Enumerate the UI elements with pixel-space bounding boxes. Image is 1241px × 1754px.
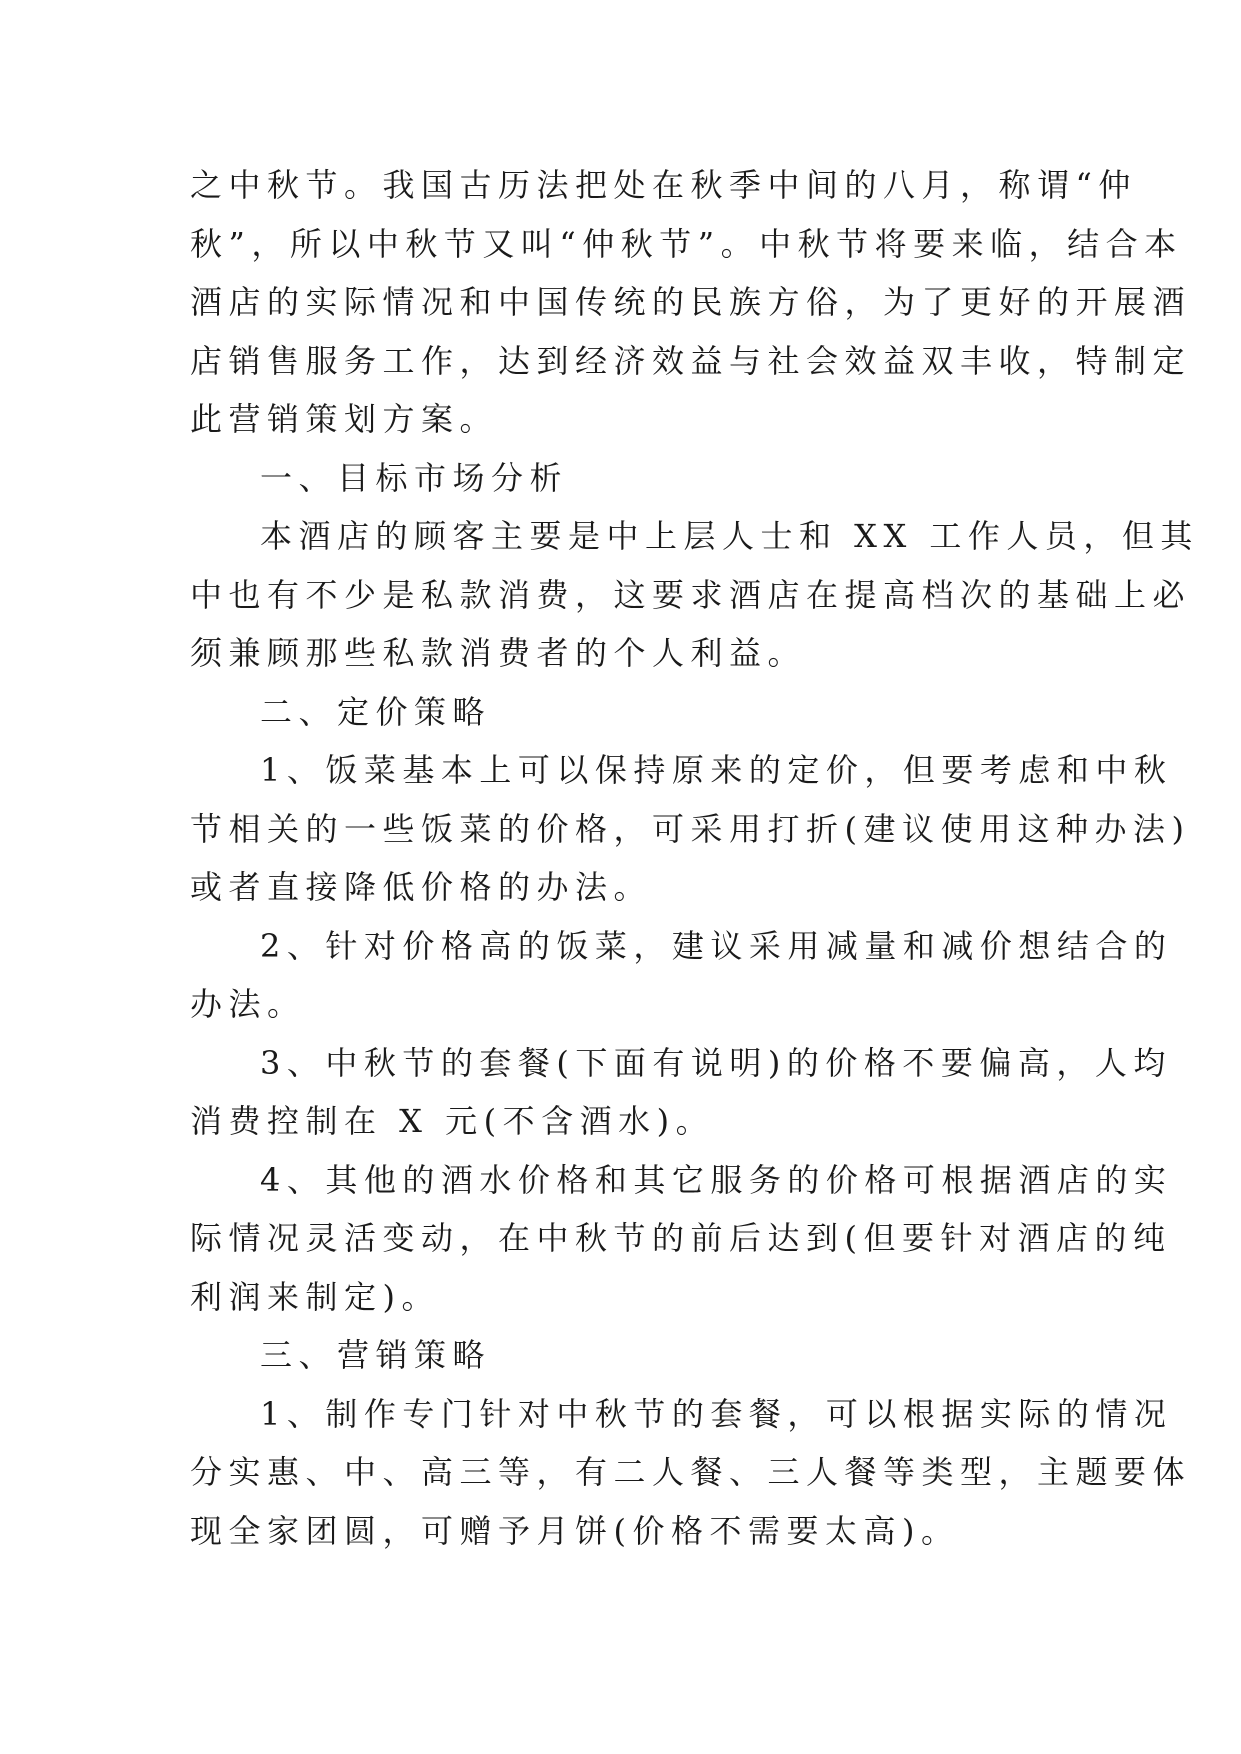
- text-line: 此营销策划方案。: [190, 400, 499, 438]
- text-line: 店销售服务工作，达到经济效益与社会效益双丰收，特制定: [190, 341, 1192, 380]
- text-line: 之中秋节。我国古历法把处在秋季中间的八月，称谓“仲: [190, 166, 1137, 204]
- text-line: 4、其他的酒水价格和其它服务的价格可根据酒店的实: [260, 1160, 1173, 1199]
- text-line: 办法。: [190, 985, 306, 1023]
- text-line: 须兼顾那些私款消费者的个人利益。: [190, 634, 807, 672]
- text-line: 3、中秋节的套餐(下面有说明)的价格不要偏高，人均: [260, 1043, 1172, 1082]
- text-line: 本酒店的顾客主要是中上层人士和 XX 工作人员，但其: [260, 517, 1199, 555]
- text-line: 际情况灵活变动，在中秋节的前后达到(但要针对酒店的纯: [190, 1219, 1172, 1257]
- text-line: 利润来制定)。: [190, 1277, 440, 1316]
- text-line: 2、针对价格高的饭菜，建议采用减量和减价想结合的: [260, 926, 1173, 965]
- text-line: 中也有不少是私款消费，这要求酒店在提高档次的基础上必: [190, 575, 1192, 614]
- text-line: 或者直接降低价格的办法。: [190, 868, 653, 906]
- section-heading: 一、目标市场分析: [260, 458, 569, 497]
- text-line: 分实惠、中、高三等，有二人餐、三人餐等类型，主题要体: [190, 1453, 1192, 1491]
- text-line: 现全家团圆，可赠予月饼(价格不需要太高)。: [190, 1511, 960, 1550]
- section-heading: 二、定价策略: [260, 692, 492, 731]
- text-line: 1、饭菜基本上可以保持原来的定价，但要考虑和中秋: [260, 751, 1173, 789]
- text-line: 秋”，所以中秋节又叫“仲秋节”。中秋节将要来临，结合本: [190, 224, 1183, 263]
- text-line: 1、制作专门针对中秋节的套餐，可以根据实际的情况: [260, 1394, 1173, 1433]
- section-heading: 三、营销策略: [260, 1336, 492, 1374]
- text-line: 酒店的实际情况和中国传统的民族方俗，为了更好的开展酒: [190, 283, 1192, 321]
- document-body: [190, 156, 1199, 1560]
- text-line: 消费控制在 X 元(不含酒水)。: [190, 1102, 715, 1140]
- text-line: 节相关的一些饭菜的价格，可采用打折(建议使用这种办法): [190, 809, 1191, 848]
